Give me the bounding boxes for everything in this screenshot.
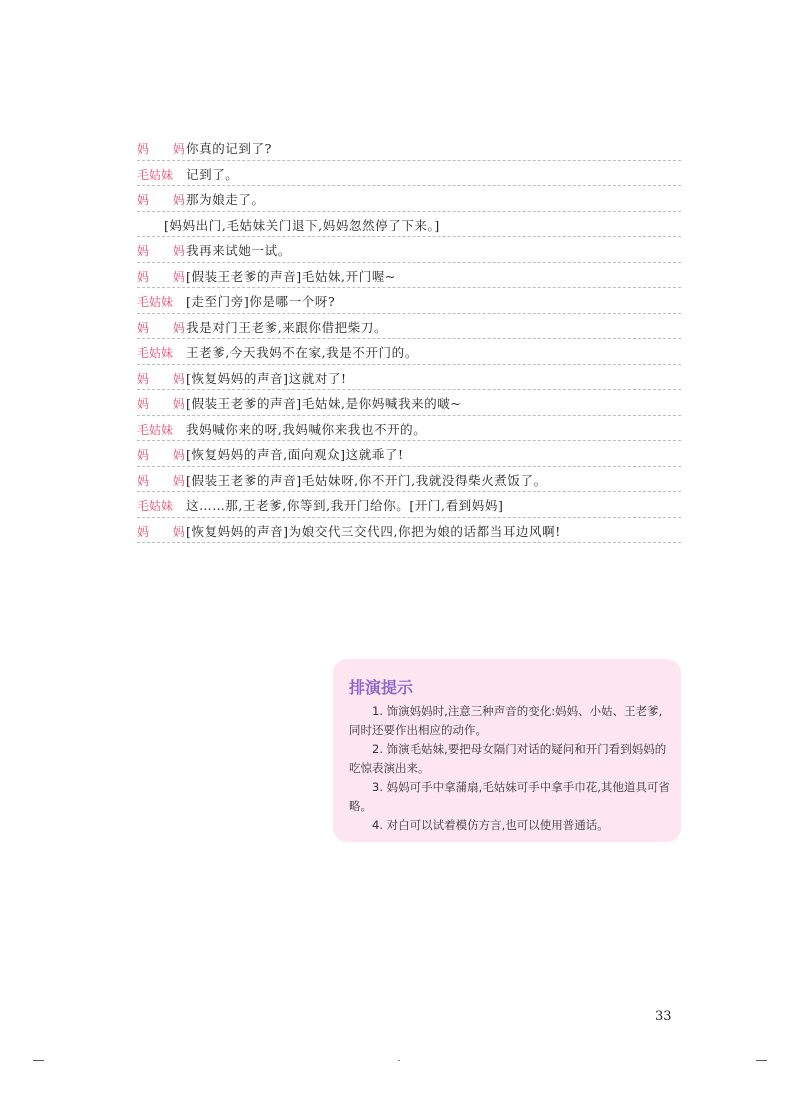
speaker-label: 妈 妈 [137,320,195,335]
speaker-label: 妈 妈 [137,448,195,462]
dialogue-row [137,314,681,340]
dialogue-row [137,339,681,365]
dialogue-script [137,135,681,543]
crop-mark-left [33,1060,44,1061]
speaker-label: 毛姑妹 [137,499,174,513]
dialogue-line: 你真的记到了? [186,141,272,156]
dialogue-row [137,237,681,263]
dialogue-row [137,161,681,187]
tip-item: 1. 饰演妈妈时,注意三种声音的变化:妈妈、小姑、王老爹,同时还要作出相应的动作。 [349,704,663,737]
speaker-label: 毛姑妹 [137,346,174,360]
dialogue-line: [恢复妈妈的声音]为娘交代三交代四,你把为娘的话都当耳边风啊! [186,523,561,539]
tips-list [349,702,671,835]
dialogue-line: 王老爹,今天我妈不在家,我是不开门的。 [186,345,418,360]
speaker-label: 妈 妈 [137,142,195,156]
dialogue-row [137,390,681,416]
dialogue-line: [假装王老爹的声音]毛姑妹,是你妈喊我来的啵~ [186,396,462,411]
tip-item: 3. 妈妈可手中拿蒲扇,毛姑妹可手中拿手巾花,其他道具可省略。 [349,780,670,813]
speaker-label: 妈 妈 [137,473,195,488]
dialogue-row [137,416,681,442]
dialogue-row [137,518,681,544]
speaker-label: 毛姑妹 [137,422,174,437]
dialogue-line: [恢复妈妈的声音,面向观众]这就乖了! [186,447,404,462]
stage-direction-text: [妈妈出门,毛姑妹关门退下,妈妈忽然停了下来。] [164,217,440,233]
dialogue-row [137,492,681,518]
stage-direction-row [137,212,681,238]
dialogue-row [137,467,681,493]
dialogue-line: 我是对门王老爹,来跟你借把柴刀。 [186,319,388,335]
crop-mark-center [398,1060,400,1061]
dialogue-line: [恢复妈妈的声音]这就对了! [186,370,347,386]
speaker-label: 毛姑妹 [137,295,174,309]
dialogue-line: 我再来试她一试。 [186,243,291,258]
dialogue-line: [假装王老爹的声音]毛姑妹呀,你不开门,我就没得柴火煮饭了。 [186,472,547,488]
speaker-label: 妈 妈 [137,193,195,207]
page-number: 33 [655,1009,672,1024]
crop-mark-right [756,1060,767,1061]
dialogue-row [137,263,681,289]
dialogue-row [137,441,681,467]
dialogue-line: 记到了。 [186,166,239,182]
dialogue-line: 这……那,王老爹,你等到,我开门给你。[开门,看到妈妈] [186,498,504,513]
speaker-label: 妈 妈 [137,269,195,284]
speaker-label: 妈 妈 [137,371,195,386]
speaker-label: 妈 妈 [137,524,195,539]
dialogue-line: 我妈喊你来的呀,我妈喊你来我也不开的。 [186,421,427,437]
rehearsal-tips-box [333,659,681,842]
tip-item: 2. 饰演毛姑妹,要把母女隔门对话的疑问和开门看到妈妈的吃惊表演出来。 [349,742,667,775]
tip-item: 4. 对白可以试着模仿方言,也可以使用普通话。 [372,818,609,832]
dialogue-row [137,288,681,314]
dialogue-row [137,186,681,212]
tips-title: 排演提示 [349,678,414,697]
speaker-label: 妈 妈 [137,397,195,411]
dialogue-line: [假装王老爹的声音]毛姑妹,开门喔~ [186,268,397,284]
dialogue-line: [走至门旁]你是哪一个呀? [186,294,336,309]
dialogue-row [137,135,681,161]
speaker-label: 妈 妈 [137,244,195,258]
dialogue-row [137,365,681,391]
speaker-label: 毛姑妹 [137,167,174,182]
dialogue-line: 那为娘走了。 [186,192,265,207]
